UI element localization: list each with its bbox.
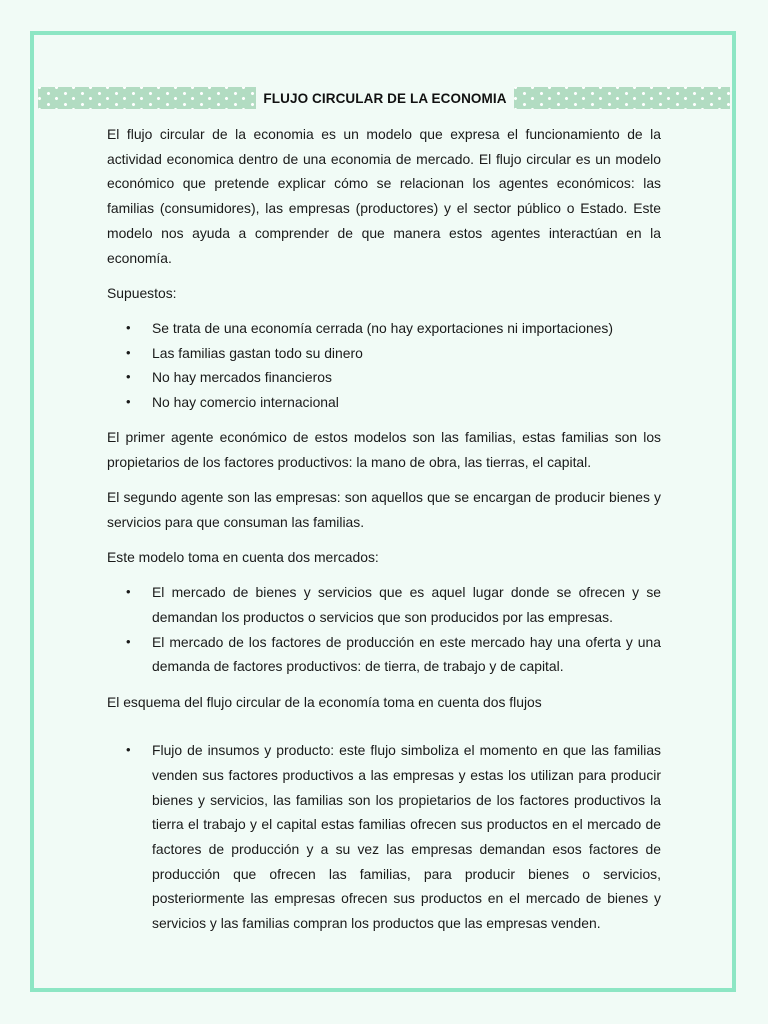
bullet-icon: • bbox=[126, 369, 131, 385]
title-banner bbox=[38, 86, 730, 112]
list-item bbox=[126, 316, 661, 341]
segundo-agente-paragraph: El segundo agente son las empresas: son aquellos que se encargan de producir bienes y servicios para que consuman las familias. bbox=[107, 489, 661, 530]
list-item-text: Flujo de insumos y producto: este flujo simboliza el momento en que las familias venden sus factores productivos a las empresas y estas los utilizan para producir bienes y servicios, las familias son los propietarios de los factores productivos la tierra el trabajo y el capital estas familias ofrecen sus productos en el mercado de factores de producción y a su vez las empresas demandan esos factores de producción que ofrecen las familias, para producir bienes o servicios, posteriormente las empresas ofrecen sus productos en el mercado de bienes y servicios y las familias compran los productos que las empresas venden. bbox=[152, 742, 661, 932]
polka-dot-ribbon-left bbox=[38, 87, 256, 109]
flujos-heading: El esquema del flujo circular de la economía toma en cuenta dos flujos bbox=[107, 693, 542, 710]
intro-paragraph: El flujo circular de la economia es un modelo que expresa el funcionamiento de la actividad economica dentro de una economia de mercado. El flujo circular es un modelo económico que pretende explicar cómo se relacionan los agentes económicos: las familias (consumidores), las empresas (productores) y el sector público o Estado. Este modelo nos ayuda a comprender de que manera estos agentes interactúan en la economía. bbox=[107, 126, 661, 266]
document-body bbox=[107, 122, 661, 946]
list-item-text: No hay mercados financieros bbox=[152, 369, 332, 386]
list-item bbox=[126, 580, 661, 629]
document-title: FLUJO CIRCULAR DE LA ECONOMIA bbox=[263, 91, 507, 106]
list-item bbox=[126, 630, 661, 679]
mercados-heading: Este modelo toma en cuenta dos mercados: bbox=[107, 549, 379, 566]
supuestos-heading: Supuestos: bbox=[107, 284, 177, 301]
list-item bbox=[126, 390, 661, 415]
list-item-text: El mercado de los factores de producción en este mercado hay una oferta y una demanda de factores productivos: de tierra, de trabajo y de capital. bbox=[152, 633, 661, 675]
list-item-text: Las familias gastan todo su dinero bbox=[152, 344, 363, 361]
bullet-icon: • bbox=[126, 742, 131, 758]
bullet-icon: • bbox=[126, 394, 131, 410]
list-item-text: Se trata de una economía cerrada (no hay exportaciones ni importaciones) bbox=[152, 319, 613, 336]
bullet-icon: • bbox=[126, 344, 131, 360]
list-item bbox=[126, 738, 661, 936]
list-item bbox=[126, 365, 661, 390]
polka-dot-ribbon-right bbox=[514, 87, 730, 109]
list-item-text: No hay comercio internacional bbox=[152, 394, 339, 411]
bullet-icon: • bbox=[126, 319, 131, 335]
mercados-list bbox=[107, 580, 661, 679]
supuestos-list bbox=[107, 316, 661, 415]
primer-agente-paragraph: El primer agente económico de estos modelos son las familias, estas familias son los propietarios de los factores productivos: la mano de obra, las tierras, el capital. bbox=[107, 429, 661, 470]
bullet-icon: • bbox=[126, 633, 131, 649]
list-item bbox=[126, 341, 661, 366]
list-item-text: El mercado de bienes y servicios que es aquel lugar donde se ofrecen y se demandan los productos o servicios que son producidos por las empresas. bbox=[152, 584, 661, 625]
flujos-list bbox=[107, 738, 661, 936]
bullet-icon: • bbox=[126, 584, 131, 600]
